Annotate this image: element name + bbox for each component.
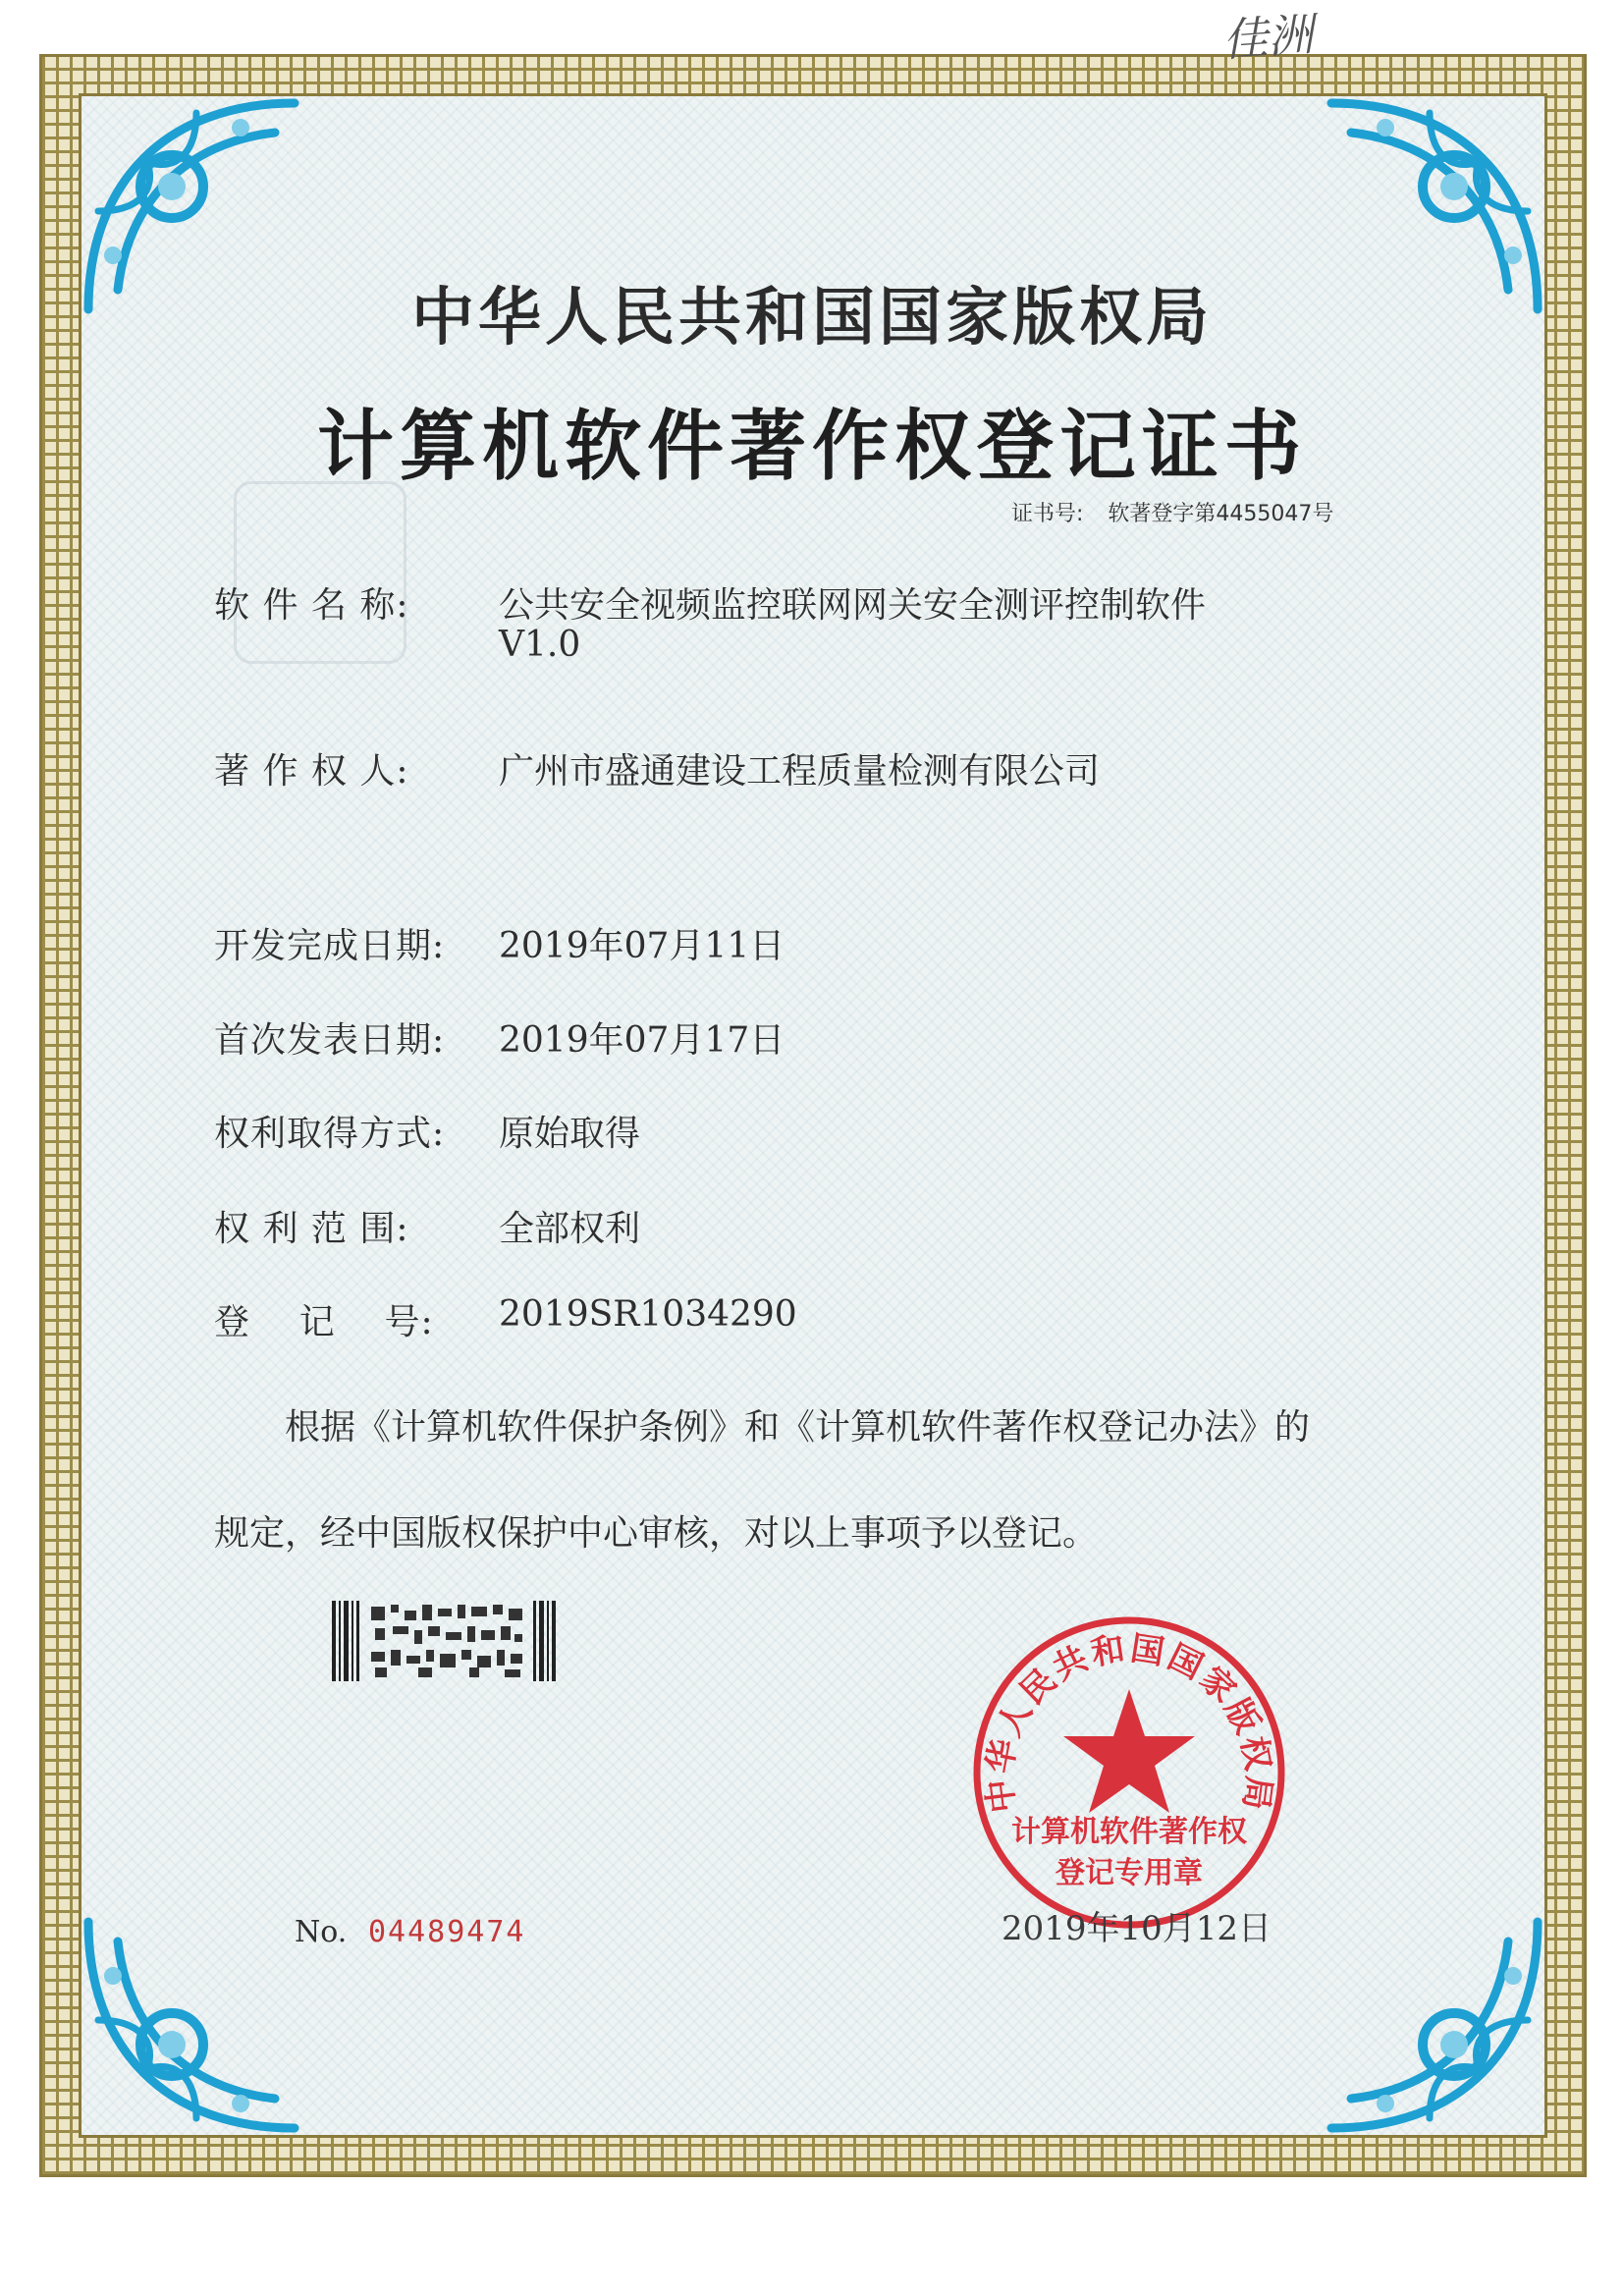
- rights-scope-value: 全部权利: [499, 1209, 641, 1249]
- registration-number-label: 登 记 号:: [214, 1302, 434, 1342]
- software-name-label: 软 件 名 称:: [214, 585, 409, 626]
- watermark-emblem: [234, 481, 406, 664]
- statement-line-1: 根据《计算机软件保护条例》和《计算机软件著作权登记办法》的: [285, 1407, 1311, 1448]
- first-publish-date-value: 2019年07月17日: [499, 1020, 785, 1061]
- completion-date-value: 2019年07月11日: [499, 926, 785, 966]
- issuer-title: 中华人民共和国国家版权局: [411, 281, 1213, 355]
- certificate-number-row: [1011, 497, 1351, 527]
- completion-date-label: 开发完成日期:: [214, 926, 446, 966]
- seal-text-line-1: 计算机软件著作权: [1011, 1815, 1247, 1849]
- copyright-owner-label: 著 作 权 人:: [214, 751, 409, 792]
- certificate-number-label: 证书号:: [1011, 502, 1084, 526]
- handwritten-note: 佳洲: [1220, 7, 1315, 68]
- seal-text-line-2: 登记专用章: [1056, 1856, 1203, 1890]
- corner-ornament-bottom-left: [79, 1912, 304, 2138]
- rights-acquisition-value: 原始取得: [499, 1114, 641, 1154]
- serial-number-label: No.: [295, 1915, 348, 1949]
- rights-scope-label: 权 利 范 围:: [214, 1209, 409, 1249]
- software-name-value: 公共安全视频监控联网网关安全测评控制软件: [499, 585, 1207, 626]
- corner-ornament-bottom-right: [1322, 1912, 1547, 2138]
- seal-ring-text: 中华人民共和国国家版权局: [979, 1628, 1279, 1816]
- first-publish-date-label: 首次发表日期:: [214, 1020, 446, 1061]
- certificate-number: 软著登字第4455047号: [1108, 502, 1334, 526]
- rights-acquisition-label: 权利取得方式:: [214, 1114, 446, 1154]
- copyright-owner-value: 广州市盛通建设工程质量检测有限公司: [499, 751, 1101, 792]
- statement-line-2: 规定，经中国版权保护中心审核，对以上事项予以登记。: [214, 1513, 1099, 1554]
- serial-number-value: 04489474: [368, 1915, 526, 1949]
- issue-date: 2019年10月12日: [1001, 1909, 1272, 1948]
- certificate-title: 计算机软件著作权登记证书: [316, 402, 1307, 491]
- barcode-icon: [332, 1601, 560, 1681]
- software-version-value: V1.0: [499, 625, 581, 665]
- registration-number-value: 2019SR1034290: [499, 1294, 797, 1335]
